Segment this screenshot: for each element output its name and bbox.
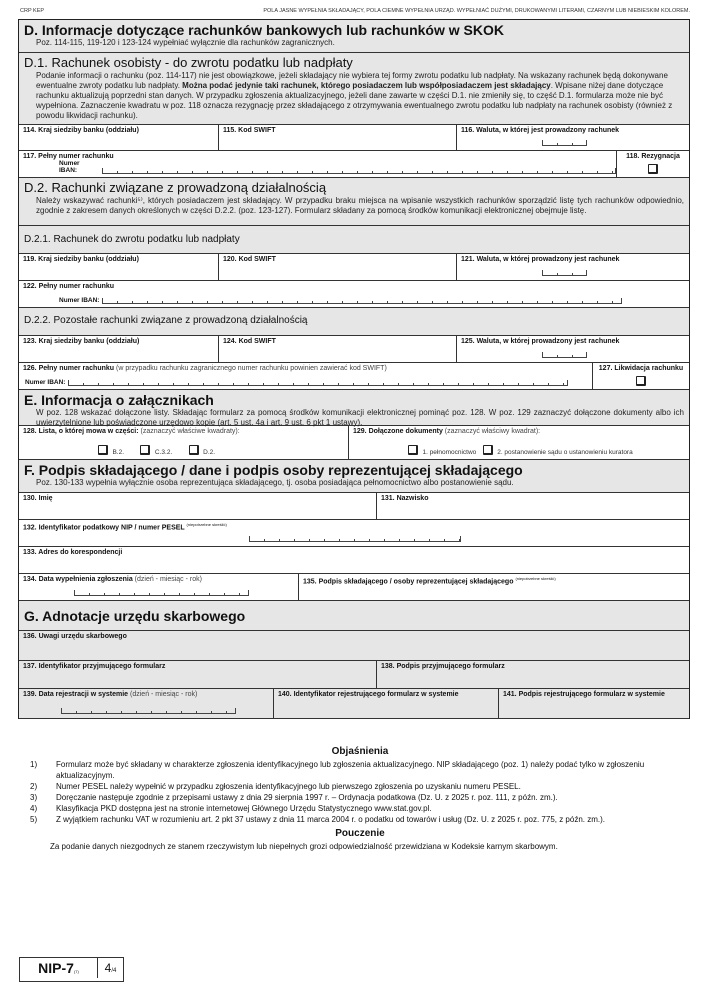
field-133[interactable]: 133. Adres do korespondencji <box>23 549 123 556</box>
section-d1-note: Podanie informacji o rachunku (poz. 114-117) nie jest obowiązkowe, jeżeli składający nie wybiera tej formy zwrotu podatku lub nadpłaty. Na wskazany rachunek będą dokonywane ewentualne zwroty podatku lub nadpłaty. Można podać jedynie taki rachunek, którego posiadaczem lub współposiadaczem jest składający. Wpisane niżej dane dotyczące rachunku aktualizują poprzedni stan danych. W przypadku zgłoszenia aktualizacyjnego, jeżeli dane zawarte w części D.1. nie zmieniły się, to część D.1. formularza może nie być wypełniona. Zaznaczenie kwadratu w poz. 118 oznacza rezygnację przez składającego z otrzymywania ewentualnego zwrotu podatku lub nadpłaty na rachunek osobisty (również z powodu likwidacji rachunku). <box>36 71 673 120</box>
section-d21-header: D.2.1. Rachunek do zwrotu podatku lub nadpłaty <box>19 226 689 254</box>
section-d-header <box>19 20 689 53</box>
field-116[interactable]: 116. Waluta, w której jest prowadzony rachunek <box>457 125 689 150</box>
rezygnacja-checkbox[interactable] <box>648 164 658 174</box>
row-136 <box>19 631 689 661</box>
explanations-title: Objaśnienia <box>331 746 389 757</box>
section-d-note: Poz. 114-115, 119-120 i 123-124 wypełniać wyłącznie dla rachunków zagranicznych. <box>36 38 335 47</box>
form-id: NIP-7(7) <box>20 958 98 978</box>
field-117[interactable]: 117. Pełny numer rachunku Numer IBAN: <box>19 151 617 177</box>
form-footer <box>19 957 124 982</box>
header-instructions: POLA JASNE WYPEŁNIA SKŁADAJĄCY, POLA CIEMNE WYPEŁNIA URZĄD. WYPEŁNIAĆ DUŻYMI, DRUKOWANYMI LITERAMI, CZARNYM LUB NIEBIESKIM KOLOREM. <box>263 8 690 14</box>
row-119-121 <box>19 254 689 281</box>
field-131[interactable]: 131. Nazwisko <box>381 495 429 502</box>
iban-field: Numer IBAN: <box>25 379 568 386</box>
section-f-header: F. Podpis składającego / dane i podpis osoby reprezentującej składającego Poz. 130-133 wypełnia wyłącznie osoba reprezentująca składającego, tj. osoba posiadająca pełnomocnictwo albo postanowienie sądu. <box>19 460 689 493</box>
row-128-129 <box>19 426 689 460</box>
note-item: 3) Doręczanie następuje zgodnie z przepisami ustawy z dnia 29 sierpnia 1997 r. – Ordynacja podatkowa (Dz. U. z 2025 r. poz. 111, z późn. zm.). <box>30 793 558 802</box>
header-left: CRP KEP <box>20 8 45 14</box>
field-129: 129. Dołączone dokumenty (zaznaczyć właściwy kwadrat): 1. pełnomocnictwo 2. postanowienie sądu o ustanowieniu kuratora <box>353 428 633 456</box>
iban-field: Numer IBAN: <box>59 297 622 304</box>
field-136: 136. Uwagi urzędu skarbowego <box>23 633 127 640</box>
field-119[interactable]: 119. Kraj siedziby banku (oddziału) <box>19 254 219 280</box>
explanations <box>30 746 690 852</box>
explanations-list <box>30 759 690 825</box>
field-141: 141. Podpis rejestrującego formularz w systemie <box>503 691 665 698</box>
likwidacja-checkbox[interactable] <box>636 376 646 386</box>
section-d-title: D. Informacje dotyczące rachunków bankowych lub rachunków w SKOK <box>24 22 504 38</box>
field-140: 140. Identyfikator rejestrującego formularz w systemie <box>274 689 499 718</box>
row-122 <box>19 281 689 308</box>
row-114-116 <box>19 125 689 151</box>
checkbox-pelnomocnictwo[interactable] <box>408 445 418 455</box>
note-item: 1) Formularz może być składany w charakterze zgłoszenia identyfikacyjnego lub zgłoszenia aktualizacyjnego. NIP składającego (poz. 1) należy podać tylko w zgłoszeniu aktualizacyjnym. <box>30 760 645 780</box>
note-item: 2) Numer PESEL należy wypełnić w przypadku zgłoszenia identyfikacyjnego lub pierwszego zgłoszenia po uzyskaniu numeru PESEL. <box>30 782 521 791</box>
row-133 <box>19 547 689 574</box>
iban-field: Numer IBAN: <box>59 160 616 174</box>
field-132[interactable]: 132. Identyfikator podatkowy NIP / numer PESEL $^{(niepotrzebne skreślić)}$ <box>19 520 689 546</box>
section-d2-title: D.2. Rachunki związane z prowadzoną działalnością <box>24 180 327 195</box>
section-d2-header <box>19 178 689 226</box>
row-123-125 <box>19 336 689 363</box>
form <box>18 19 690 719</box>
section-d1-title: D.1. Rachunek osobisty - do zwrotu podatku lub nadpłaty <box>24 55 353 70</box>
field-114[interactable]: 114. Kraj siedziby banku (oddziału) <box>19 125 219 150</box>
section-d1-header <box>19 53 689 125</box>
field-115[interactable]: 115. Kod SWIFT <box>219 125 457 150</box>
header-bar <box>20 8 690 14</box>
field-120[interactable]: 120. Kod SWIFT <box>219 254 457 280</box>
row-139-141 <box>19 689 689 719</box>
section-g-header: G. Adnotacje urzędu skarbowego <box>19 601 689 631</box>
checkbox-d2[interactable] <box>189 445 199 455</box>
field-138: 138. Podpis przyjmującego formularz <box>381 663 505 670</box>
checkbox-b2[interactable] <box>98 445 108 455</box>
row-126-127 <box>19 363 689 390</box>
section-d2-note: Należy wskazywać rachunki⁵⁾, których posiadaczem jest składający. W przypadku braku miejsca na wpisanie wszystkich rachunków sporządzić listę tych rachunków odpowiednio, zgodnie z zakresem danych określonych w części D.2.2. (poz. 123-127). Formularz składany za pomocą środków komunikacji elektronicznej obejmuje listę. <box>36 196 684 215</box>
field-127: 127. Likwidacja rachunku <box>593 363 689 389</box>
field-125[interactable]: 125. Waluta, w której prowadzony jest rachunek <box>457 336 689 362</box>
field-126[interactable]: 126. Pełny numer rachunku (w przypadku rachunku zagranicznego numer rachunku powinien zawierać kod SWIFT) Numer IBAN: <box>19 363 593 389</box>
row-137-138 <box>19 661 689 689</box>
section-e-header: E. Informacja o załącznikach W poz. 128 wskazać dołączone listy. Składając formularz za pomocą środków komunikacji elektronicznej pominąć poz. 128. W poz. 129 zaznaczyć dołączone dokumenty albo ich uwierzytelnione lub poświadczone urzędowo kopie (art. 5 ust. 4a i art. 9 ust. 6 pkt 1 ustawy). <box>19 390 689 426</box>
field-123[interactable]: 123. Kraj siedziby banku (oddziału) <box>19 336 219 362</box>
note-item: 5) Z wyjątkiem rachunku VAT w rozumieniu art. 2 pkt 37 ustawy z dnia 11 marca 2004 r. o podatku od towarów i usług (Dz. U. z 2025 r. poz. 775, z późn. zm.). <box>30 815 605 824</box>
checkbox-c32[interactable] <box>140 445 150 455</box>
field-135[interactable]: 135. Podpis składającego / osoby reprezentującej składającego $^{(niepotrzebne skreślić)}$ <box>303 576 556 586</box>
field-134[interactable]: 134. Data wypełnienia zgłoszenia (dzień - miesiąc - rok) <box>19 574 299 600</box>
page-number: 4/4 <box>104 961 117 975</box>
row-117-118 <box>19 151 689 178</box>
currency-comb <box>542 140 587 146</box>
row-134-135 <box>19 574 689 601</box>
pouczenie-title: Pouczenie <box>335 828 385 839</box>
field-121[interactable]: 121. Waluta, w której prowadzony jest rachunek <box>457 254 689 280</box>
checkbox-postanowienie[interactable] <box>483 445 493 455</box>
section-d22-header: D.2.2. Pozostałe rachunki związane z prowadzoną działalnością <box>19 308 689 336</box>
field-118: 118. Rezygnacja <box>617 151 689 177</box>
note-item: 4) Klasyfikacja PKD dostępna jest na stronie internetowej Głównego Urzędu Statystycznego www.stat.gov.pl. <box>30 804 432 813</box>
pouczenie-text: Za podanie danych niezgodnych ze stanem rzeczywistym lub niepełnych grozi odpowiedzialność przewidziana w Kodeksie karnym skarbowym. <box>50 842 558 851</box>
field-130[interactable]: 130. Imię <box>19 493 377 519</box>
row-130-131 <box>19 493 689 520</box>
field-122[interactable]: 122. Pełny numer rachunku Numer IBAN: <box>19 281 689 307</box>
field-137: 137. Identyfikator przyjmującego formularz <box>19 661 377 688</box>
row-132 <box>19 520 689 547</box>
field-139: 139. Data rejestracji w systemie (dzień - miesiąc - rok) <box>19 689 274 718</box>
field-124[interactable]: 124. Kod SWIFT <box>219 336 457 362</box>
field-128: 128. Lista, o której mowa w części: (zaznaczyć właściwe kwadraty): B.2. C.3.2. D.2. <box>19 426 349 459</box>
